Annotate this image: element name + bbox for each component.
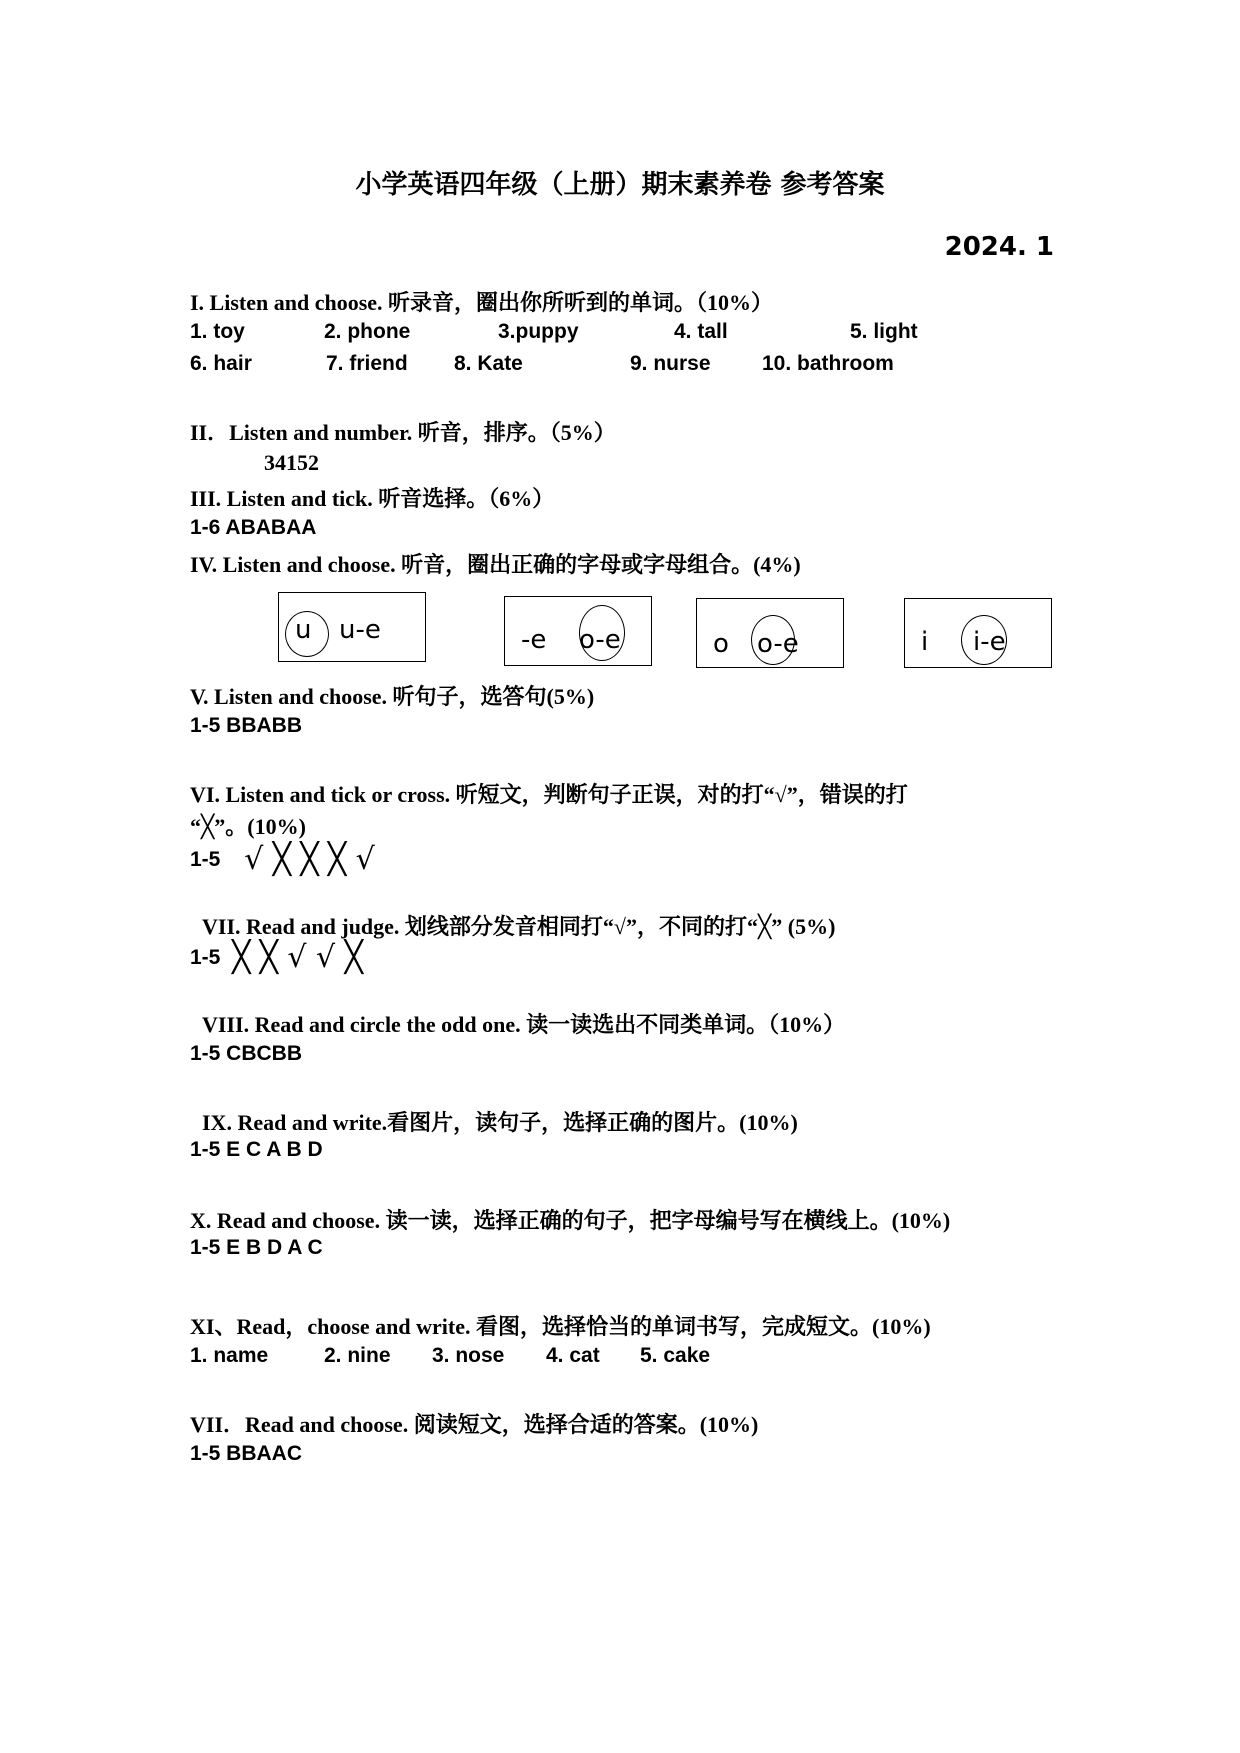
- s1-answer: 6. hair: [190, 352, 252, 375]
- section-1-heading: I. Listen and choose. 听录音，圈出你所听到的单词。（10%）: [190, 290, 774, 315]
- section-4-heading: IV. Listen and choose. 听音，圈出正确的字母或字母组合。(4%): [190, 552, 801, 577]
- section-5-answer: 1-5 BBABB: [190, 714, 303, 737]
- option-right: u-e: [339, 615, 381, 645]
- answer-circle: [751, 615, 795, 665]
- answer-prefix: 1-5: [190, 848, 221, 871]
- section-6-answer: [190, 842, 375, 877]
- section-2-heading: II．Listen and number. 听音，排序。（5%）: [190, 420, 616, 445]
- section-3-answer: 1-6 ABABAA: [190, 516, 317, 539]
- s11-answer: 3. nose: [432, 1344, 505, 1367]
- section-12-answer: 1-5 BBAAC: [190, 1442, 303, 1465]
- section-11-heading: XI、Read，choose and write. 看图，选择恰当的单词书写，完成短文。(10%): [190, 1314, 931, 1339]
- section-8-answer: 1-5 CBCBB: [190, 1042, 303, 1065]
- option-left: i: [921, 627, 929, 657]
- option-right: i-e: [973, 627, 1006, 657]
- section-7-heading: VII. Read and judge. 划线部分发音相同打“√”，不同的打“╳” (5%): [202, 914, 836, 939]
- s11-answer: 4. cat: [546, 1344, 600, 1367]
- section-3-heading: III. Listen and tick. 听音选择。（6%）: [190, 486, 555, 511]
- page-title: 小学英语四年级（上册）期末素养卷 参考答案: [355, 170, 885, 200]
- date-label: 2024. 1: [944, 232, 1054, 262]
- letter-choice-box: [696, 598, 844, 668]
- option-right: o-e: [579, 625, 621, 655]
- tick-cross-marks: ╳ ╳ √ √ ╳: [232, 940, 363, 975]
- answer-prefix: 1-5: [190, 946, 221, 969]
- letter-choice-box: [278, 592, 426, 662]
- section-7-answer: [190, 940, 363, 975]
- s11-answer: 5. cake: [640, 1344, 711, 1367]
- section-9-answer: 1-5 E C A B D: [190, 1138, 323, 1161]
- s11-answer: 2. nine: [324, 1344, 391, 1367]
- option-left: -e: [521, 625, 547, 655]
- s1-answer: 4. tall: [674, 320, 728, 343]
- section-2-answer: 34152: [264, 450, 319, 475]
- s1-answer: 7. friend: [326, 352, 408, 375]
- s1-answer: 5. light: [850, 320, 918, 343]
- section-6-heading: VI. Listen and tick or cross. 听短文，判断句子正误，对的打“√”，错误的打: [190, 782, 908, 807]
- section-5-heading: V. Listen and choose. 听句子，选答句(5%): [190, 684, 595, 709]
- option-left: u: [295, 615, 312, 645]
- letter-choice-box: [904, 598, 1052, 668]
- option-right: o-e: [757, 629, 799, 659]
- section-12-heading: VII．Read and choose. 阅读短文，选择合适的答案。(10%): [190, 1412, 759, 1437]
- s1-answer: 8. Kate: [454, 352, 523, 375]
- s1-answer: 1. toy: [190, 320, 245, 343]
- section-8-heading: VIII. Read and circle the odd one. 读一读选出不同类单词。（10%）: [202, 1012, 846, 1037]
- answer-circle: [961, 615, 1007, 665]
- s1-answer: 2. phone: [324, 320, 411, 343]
- s1-answer: 10. bathroom: [762, 352, 894, 375]
- section-6-heading-cont: “╳”。(10%): [190, 814, 306, 839]
- section-10-answer: 1-5 E B D A C: [190, 1236, 323, 1259]
- letter-choice-box: [504, 596, 652, 666]
- section-9-heading: IX. Read and write.看图片，读句子，选择正确的图片。(10%): [202, 1110, 798, 1135]
- section-10-heading: X. Read and choose. 读一读，选择正确的句子，把字母编号写在横线上。(10%): [190, 1208, 951, 1233]
- s1-answer: 9. nurse: [630, 352, 711, 375]
- option-left: o: [713, 629, 729, 659]
- s11-answer: 1. name: [190, 1344, 269, 1367]
- answer-circle: [579, 605, 625, 661]
- s1-answer: 3.puppy: [498, 320, 579, 343]
- tick-cross-marks: √ ╳ ╳ ╳ √: [244, 842, 375, 877]
